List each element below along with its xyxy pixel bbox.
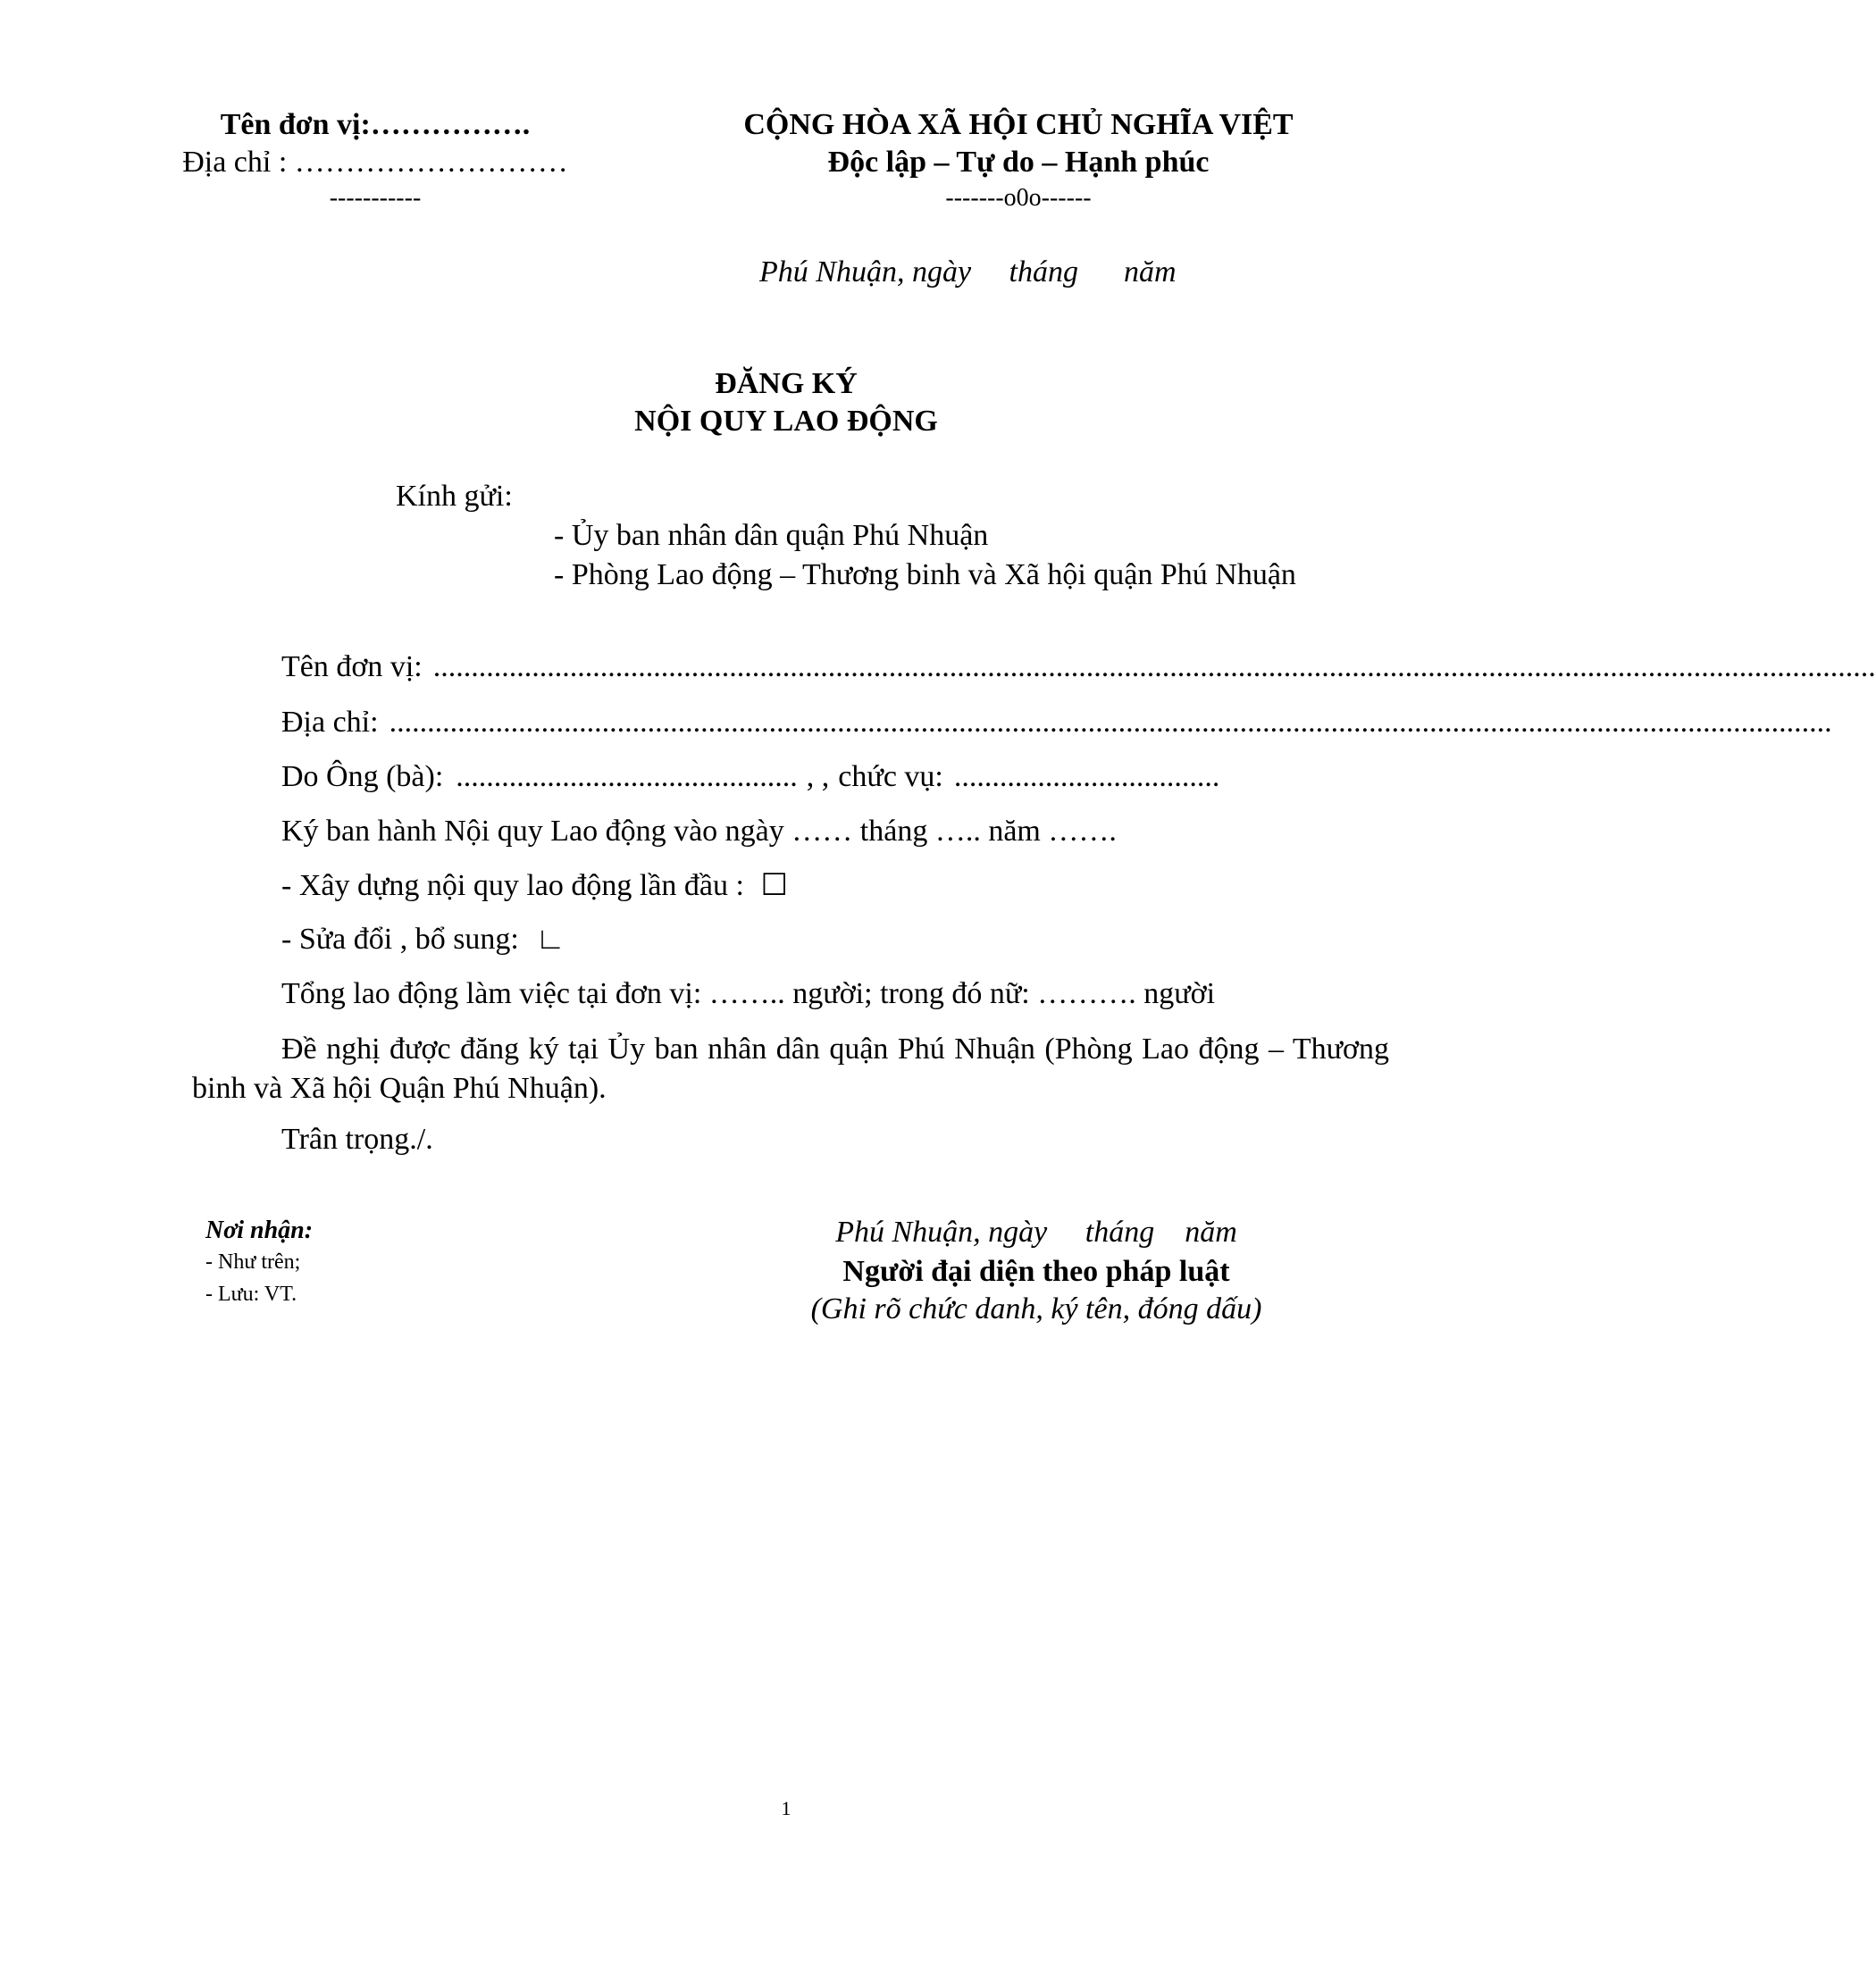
- amend-line: [281, 922, 565, 957]
- unit-name-dots: ..............................................................................................................................................................................................: [432, 650, 1876, 683]
- recipients-footer-item: - Lưu: VT.: [205, 1283, 297, 1306]
- greeting: Kính gửi:: [396, 480, 513, 513]
- signature-note: (Ghi rõ chức danh, ký tên, đóng dấu): [810, 1292, 1262, 1325]
- first-time-label: - Xây dựng nội quy lao động lần đầu :: [281, 869, 744, 902]
- representative-label: Do Ông (bà):: [281, 760, 444, 793]
- representative-separator: , ,: [806, 760, 830, 793]
- total-workers-line: Tổng lao động làm việc tại đơn vị: …….. người; trong đó nữ: ………. người: [281, 977, 1216, 1010]
- unit-name-label: Tên đơn vị:: [281, 650, 423, 683]
- address-label: Địa chỉ:: [281, 706, 379, 739]
- header-right-divider: -------o0o------: [945, 184, 1092, 212]
- representative-dots: .............................................: [456, 760, 798, 793]
- place-date: Phú Nhuận, ngày tháng năm: [759, 255, 1177, 288]
- unit-name-field: [281, 649, 1876, 684]
- address-field: [281, 705, 1832, 740]
- position-dots: ...................................: [953, 760, 1220, 793]
- recipient-item: - Phòng Lao động – Thương binh và Xã hội quận Phú Nhuận: [554, 558, 1296, 591]
- amend-label: - Sửa đổi , bổ sung:: [281, 923, 519, 956]
- header-unit-name: Tên đơn vị:…………….: [220, 108, 531, 141]
- header-left-divider: -----------: [329, 184, 422, 212]
- document-title-line1: ĐĂNG KÝ: [715, 367, 858, 400]
- closing: Trân trọng./.: [281, 1123, 433, 1156]
- signature-place-date: Phú Nhuận, ngày tháng năm: [835, 1216, 1237, 1249]
- header-unit-address: Địa chỉ : ………………………: [182, 146, 568, 179]
- amend-checkbox[interactable]: ∟: [535, 923, 565, 956]
- address-dots: ..............................................................................................................................................................................................: [389, 706, 1832, 739]
- recipients-footer-label: Nơi nhận:: [205, 1217, 314, 1244]
- first-time-checkbox[interactable]: ☐: [760, 869, 788, 902]
- request-paragraph: Đề nghị được đăng ký tại Ủy ban nhân dân quận Phú Nhuận (Phòng Lao động – Thương binh và Xã hội Quận Phú Nhuận).: [192, 1033, 1389, 1106]
- first-time-line: [281, 868, 788, 903]
- page-number: 1: [781, 1797, 791, 1819]
- issue-date-line: Ký ban hành Nội quy Lao động vào ngày …… tháng ….. năm …….: [281, 815, 1117, 848]
- position-label: chức vụ:: [838, 760, 943, 793]
- representative-field: [281, 759, 1389, 794]
- document-title-line2: NỘI QUY LAO ĐỘNG: [634, 405, 938, 438]
- country-name: CỘNG HÒA XÃ HỘI CHỦ NGHĨA VIỆT: [743, 108, 1294, 141]
- recipients-footer-item: - Như trên;: [205, 1250, 301, 1274]
- recipient-item: - Ủy ban nhân dân quận Phú Nhuận: [554, 519, 989, 552]
- national-motto: Độc lập – Tự do – Hạnh phúc: [827, 146, 1210, 179]
- signature-title: Người đại diện theo pháp luật: [842, 1255, 1230, 1288]
